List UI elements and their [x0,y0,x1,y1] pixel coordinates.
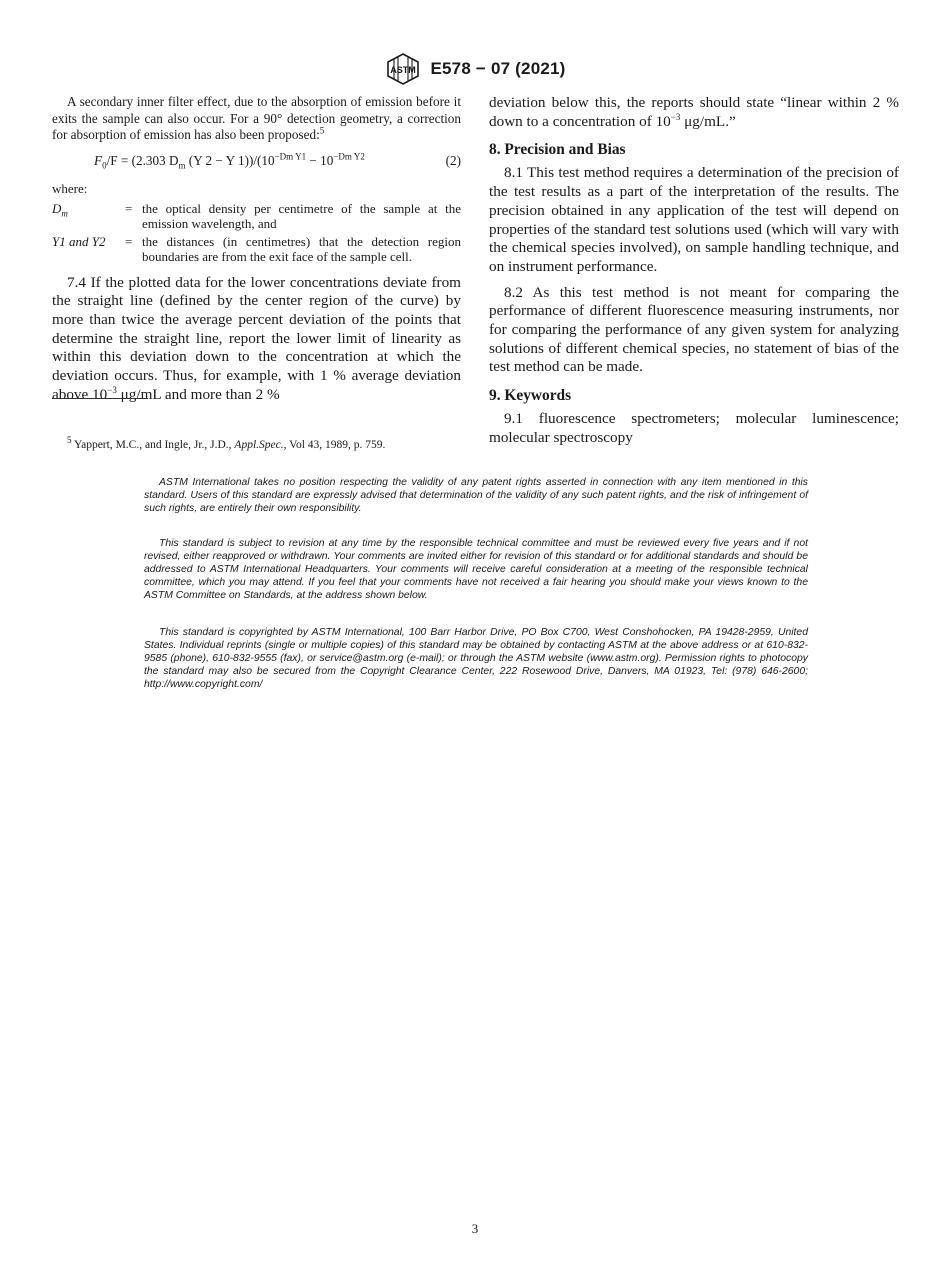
definition-text: the optical density per centimetre of the sample at the emission wavelength, and [142,200,461,231]
patent-notice: ASTM International takes no position respecting the validity of any patent rights asserted in connection with any item mentioned in this standard. Users of this standard are expressly advised that determination of the validity of any such patent rights, and the risk of infringement of such rights, are entirely their own responsibility. [144,477,808,514]
equation-2 [52,153,461,175]
definition-equals: = [125,200,133,216]
definition-symbol: Y1 and Y2 [52,233,106,249]
intro-text: A secondary inner filter effect, due to the absorption of emission before it exits the sample can also occur. For a 90° detection geometry, a correction for absorption of emission has also been proposed: [52,94,461,142]
definition-text: the distances (in centimetres) that the detection region boundaries are from the exit face of the sample cell. [142,233,461,264]
eq-dm-sub: m [178,160,186,171]
page-number: 3 [471,1221,479,1236]
standard-designation: E578 − 07 (2021) [430,59,566,78]
equation-number: (2) [445,152,461,168]
eq-minus: − 10 [306,152,334,168]
section-9-1: 9.1 fluorescence spectrometers; molecular luminescence; molecular spectroscopy [489,410,899,446]
eq-exp1: −Dm Y1 [274,151,307,162]
definition-symbol: $D_m$ [52,200,68,219]
equation-body [94,153,365,169]
continued-paragraph: deviation below this, the reports should state “linear within 2 % down to a concentration of $10^{-3}$ μg/mL.” [489,94,899,130]
eq-lhs: /F = (2.303 D [106,152,179,168]
definition-equals: = [125,233,133,249]
where-label: where: [52,180,88,196]
right-column [489,94,899,448]
page-header [0,52,950,86]
astm-logo-icon [384,52,422,86]
left-column [52,94,461,404]
heading-keywords: 9. Keywords [489,387,572,405]
logo-text: ASTM [390,65,417,75]
footnote-ref: 5 [319,125,325,136]
copyright-notice: This standard is copyrighted by ASTM International, 100 Barr Harbor Drive, PO Box C700, West Conshohocken, PA 19428-2959, United States. Individual reprints (single or multiple copies) of this standard may be obtained by contacting ASTM at the above address or at 610-832-9585 (phone), 610-832-9555 (fax), or service@astm.org (e-mail); or through the ASTM website (www.astm.org). Permission rights to photocopy the standard may also be secured from the Copyright Clearance Center, 222 Rosewood Drive, Danvers, MA 01923, Tel: (978) 646-2600; http://www.copyright.com/ [144,627,808,690]
eq-exp2: −Dm Y2 [333,151,365,162]
eq-mid: (Y 2 − Y 1))/(10 [185,152,275,168]
eq-f0-sub: 0 [102,160,107,171]
intro-paragraph [52,94,461,144]
footnote-5: $^5$ Yappert, M.C., and Ingle, Jr., J.D., Appl.Spec., Vol 43, 1989, p. 759. [67,435,386,451]
definition-row [52,233,461,266]
section-7-4: 7.4 If the plotted data for the lower concentrations deviate from the straight line (defined by the center region of the curve) by more than twice the average percent deviation of the points that determine the straight line, report the lower limit of linearity as within this deviation down to the concentration at which the deviation occurs. Thus, for example, with 1 % average deviation above $10^{-3}$ μg/mL and more than 2 % [52,273,461,403]
eq-f0: F [94,152,103,168]
definition-row [52,200,461,233]
section-8-2: 8.2 As this test method is not meant for comparing the performance of different fluorescence measuring instruments, nor for comparing the performance of any given system for analyzing solutions of different chemical species, no statement of bias of the test method can be made. [489,283,899,376]
revision-notice: This standard is subject to revision at any time by the responsible technical committee and must be reviewed every five years and if not revised, either reapproved or withdrawn. Your comments are invited either for revision of this standard or for additional standards and should be addressed to ASTM International Headquarters. Your comments will receive careful consideration at a meeting of the responsible technical committee, which you may attend. If you feel that your comments have not received a fair hearing you should make your views known to the ASTM Committee on Standards, at the address shown below. [144,538,808,601]
heading-precision-bias: 8. Precision and Bias [489,141,626,159]
section-8-1: 8.1 This test method requires a determination of the precision of the test results as a part of the interpretation of the results. The precision obtained in any application of the test will depend on properties of the standard test solutions used (which will vary with the chemical species involved), on sample handling technique, and on instrument performance. [489,164,899,275]
definitions-table [52,200,461,266]
footnote-divider [52,398,148,399]
